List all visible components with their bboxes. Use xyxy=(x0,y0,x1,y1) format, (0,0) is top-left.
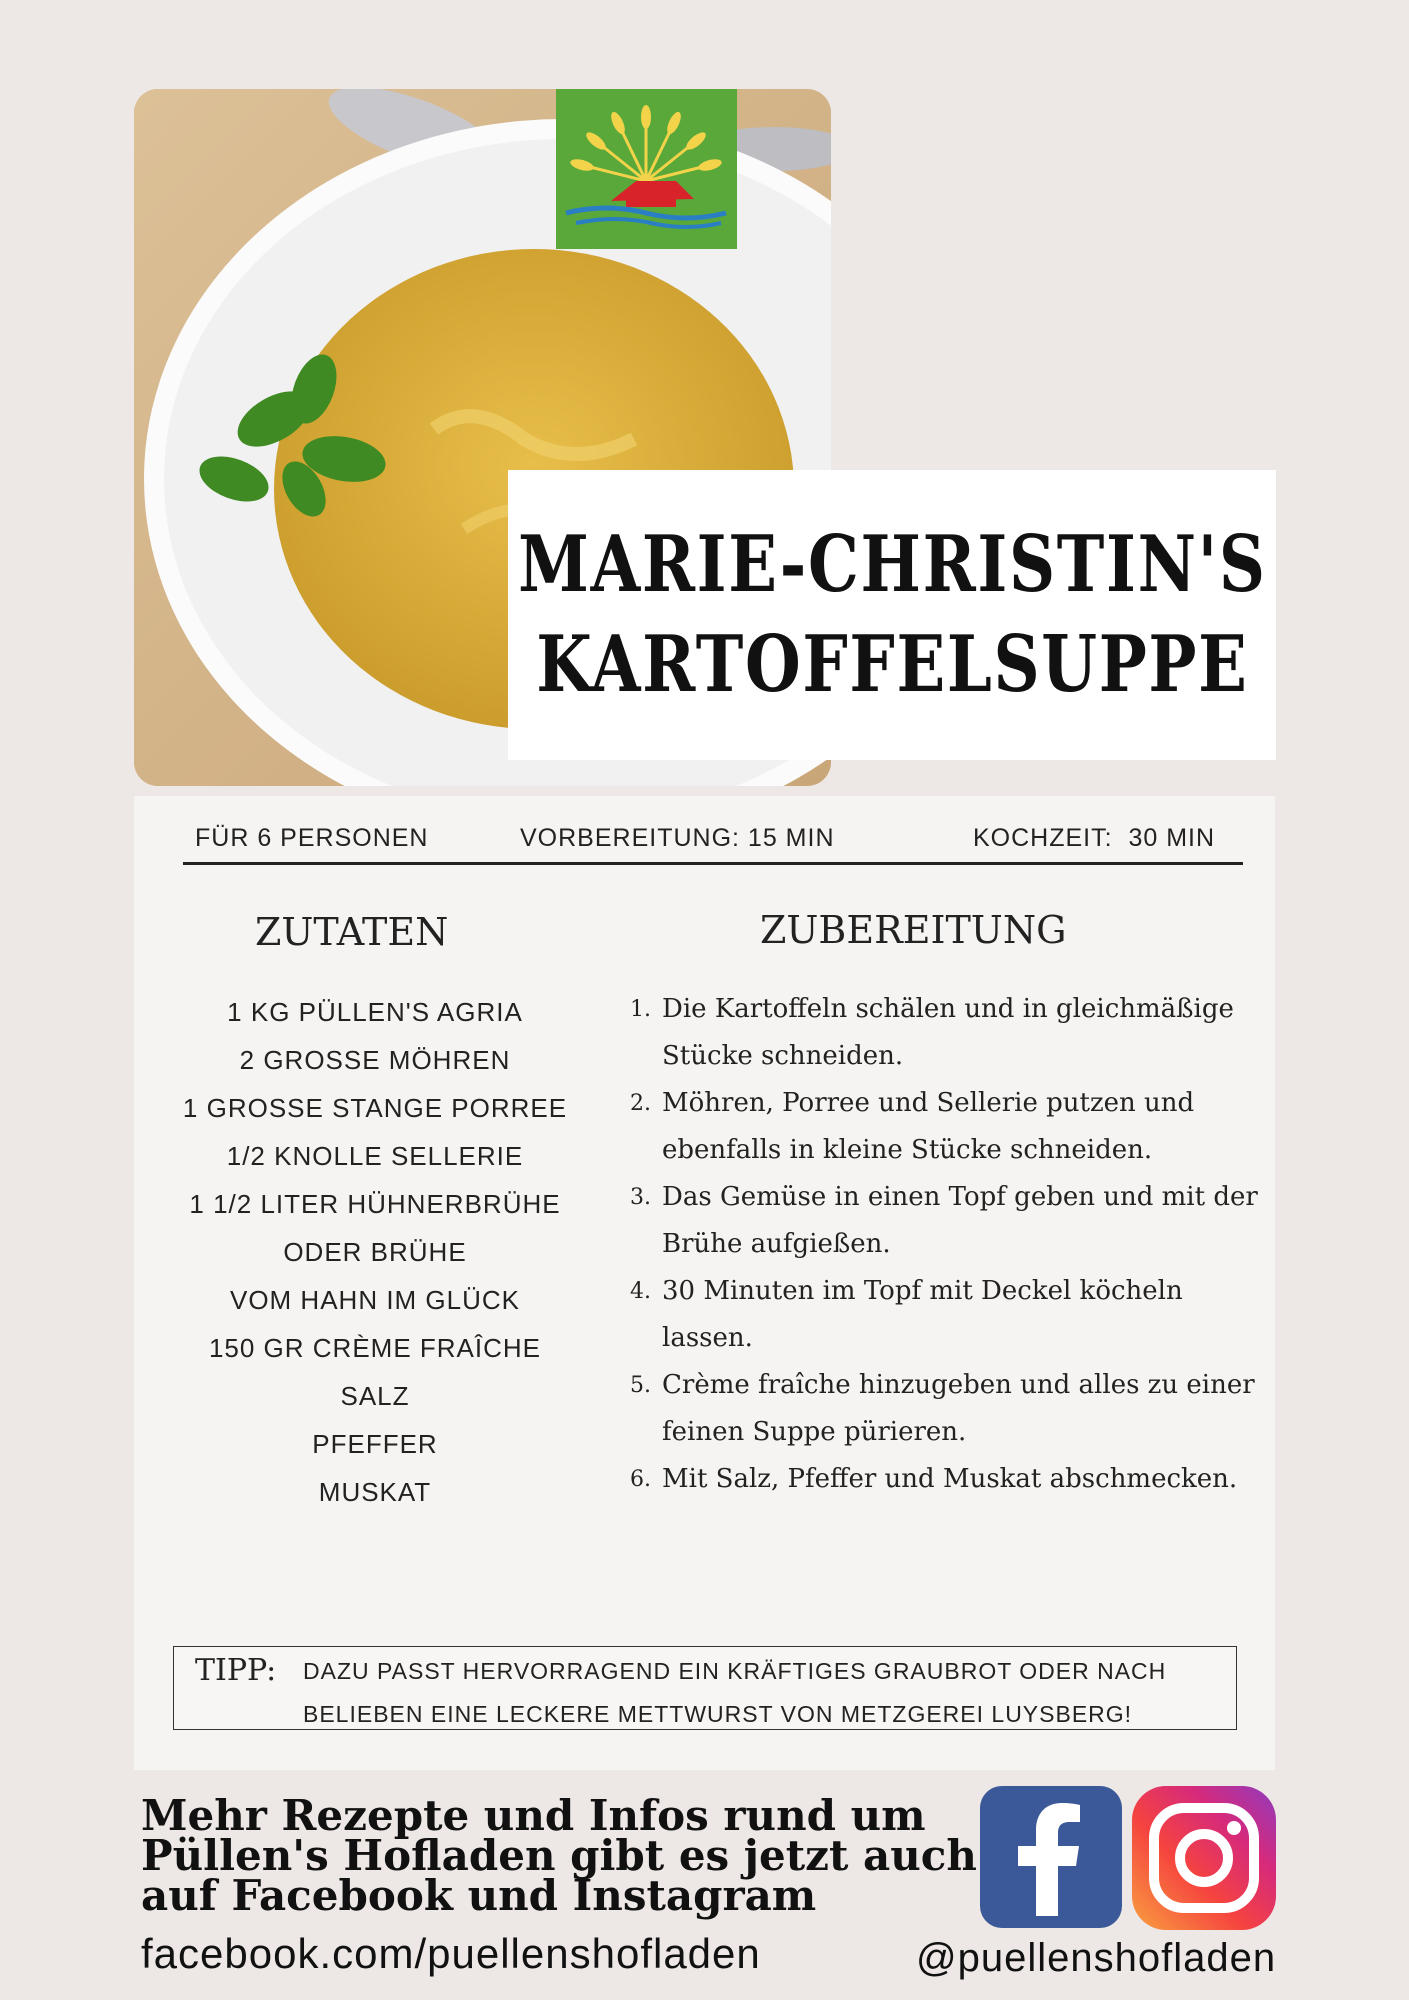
ingredient-item: SALZ xyxy=(340,1381,410,1411)
step-text: Crème fraîche hinzugeben und alles zu einer feinen Suppe pürieren. xyxy=(662,1370,1255,1447)
step-number: 4. xyxy=(630,1279,651,1304)
ingredient-item: MUSKAT xyxy=(318,1477,432,1507)
tip-text: DAZU PASST HERVORRAGEND EIN KRÄFTIGES GRAUBROT ODER NACH BELIEBEN EINE LECKERE METTWURST VON METZGEREI LUYSBERG! xyxy=(303,1658,1167,1727)
step-number: 2. xyxy=(630,1091,651,1116)
ingredients-heading: ZUTATEN xyxy=(255,910,449,954)
step-text: Mit Salz, Pfeffer und Muskat abschmecken. xyxy=(662,1464,1238,1494)
step-text: Das Gemüse in einen Topf geben und mit der Brühe aufgießen. xyxy=(662,1182,1258,1259)
footer-text: Mehr Rezepte und Infos rund um Püllen's Hofladen gibt es jetzt auch auf Facebook und Instagram xyxy=(141,1791,977,1920)
preparation-heading: ZUBEREITUNG xyxy=(760,908,1067,952)
step-number: 6. xyxy=(630,1467,651,1492)
step-item xyxy=(630,1362,1270,1456)
ingredient-item: PFEFFER xyxy=(312,1429,438,1459)
tip-label: TIPP: xyxy=(195,1653,277,1688)
farm-logo xyxy=(556,89,737,249)
step-item xyxy=(630,1268,1270,1362)
ingredient-item: VOM HAHN IM GLÜCK xyxy=(229,1285,521,1315)
prep-time: VORBEREITUNG: 15 MIN xyxy=(520,824,835,852)
step-text: Möhren, Porree und Sellerie putzen und ebenfalls in kleine Stücke schneiden. xyxy=(662,1088,1195,1165)
title-box xyxy=(508,470,1276,760)
step-number: 1. xyxy=(630,997,651,1022)
servings: FÜR 6 PERSONEN xyxy=(195,824,429,852)
step-item xyxy=(630,1174,1270,1268)
ingredient-item: 2 GROSSE MÖHREN xyxy=(239,1045,511,1075)
instagram-icon[interactable] xyxy=(1132,1786,1276,1930)
step-text: 30 Minuten im Topf mit Deckel köcheln lassen. xyxy=(662,1276,1183,1353)
recipe-title-line1: MARIE-CHRISTIN'S xyxy=(517,519,1267,610)
step-text: Die Kartoffeln schälen und in gleichmäßige Stücke schneiden. xyxy=(662,994,1234,1071)
facebook-link[interactable]: facebook.com/puellenshofladen xyxy=(141,1930,761,1977)
ingredient-item: 150 GR CRÈME FRAÎCHE xyxy=(208,1333,542,1363)
step-item xyxy=(630,1080,1270,1174)
instagram-handle[interactable]: @puellenshofladen xyxy=(916,1936,1277,1980)
ingredient-item: 1 KG PÜLLEN'S AGRIA xyxy=(227,997,523,1027)
ingredient-item: 1 GROSSE STANGE PORREE xyxy=(182,1093,568,1123)
recipe-title-line2: KARTOFFELSUPPE xyxy=(535,619,1249,710)
ingredient-item: 1 1/2 LITER HÜHNERBRÜHE xyxy=(189,1189,561,1219)
step-item xyxy=(630,1456,1270,1503)
step-number: 5. xyxy=(630,1373,651,1398)
facebook-icon[interactable] xyxy=(980,1786,1122,1928)
step-item xyxy=(630,986,1270,1080)
ingredient-list xyxy=(160,988,590,1516)
divider xyxy=(183,862,1243,865)
step-list xyxy=(630,986,1270,1503)
cook-time: KOCHZEIT: 30 MIN xyxy=(973,824,1216,852)
ingredient-item: 1/2 KNOLLE SELLERIE xyxy=(226,1141,524,1171)
step-number: 3. xyxy=(630,1185,651,1210)
ingredient-item: ODER BRÜHE xyxy=(283,1237,467,1267)
